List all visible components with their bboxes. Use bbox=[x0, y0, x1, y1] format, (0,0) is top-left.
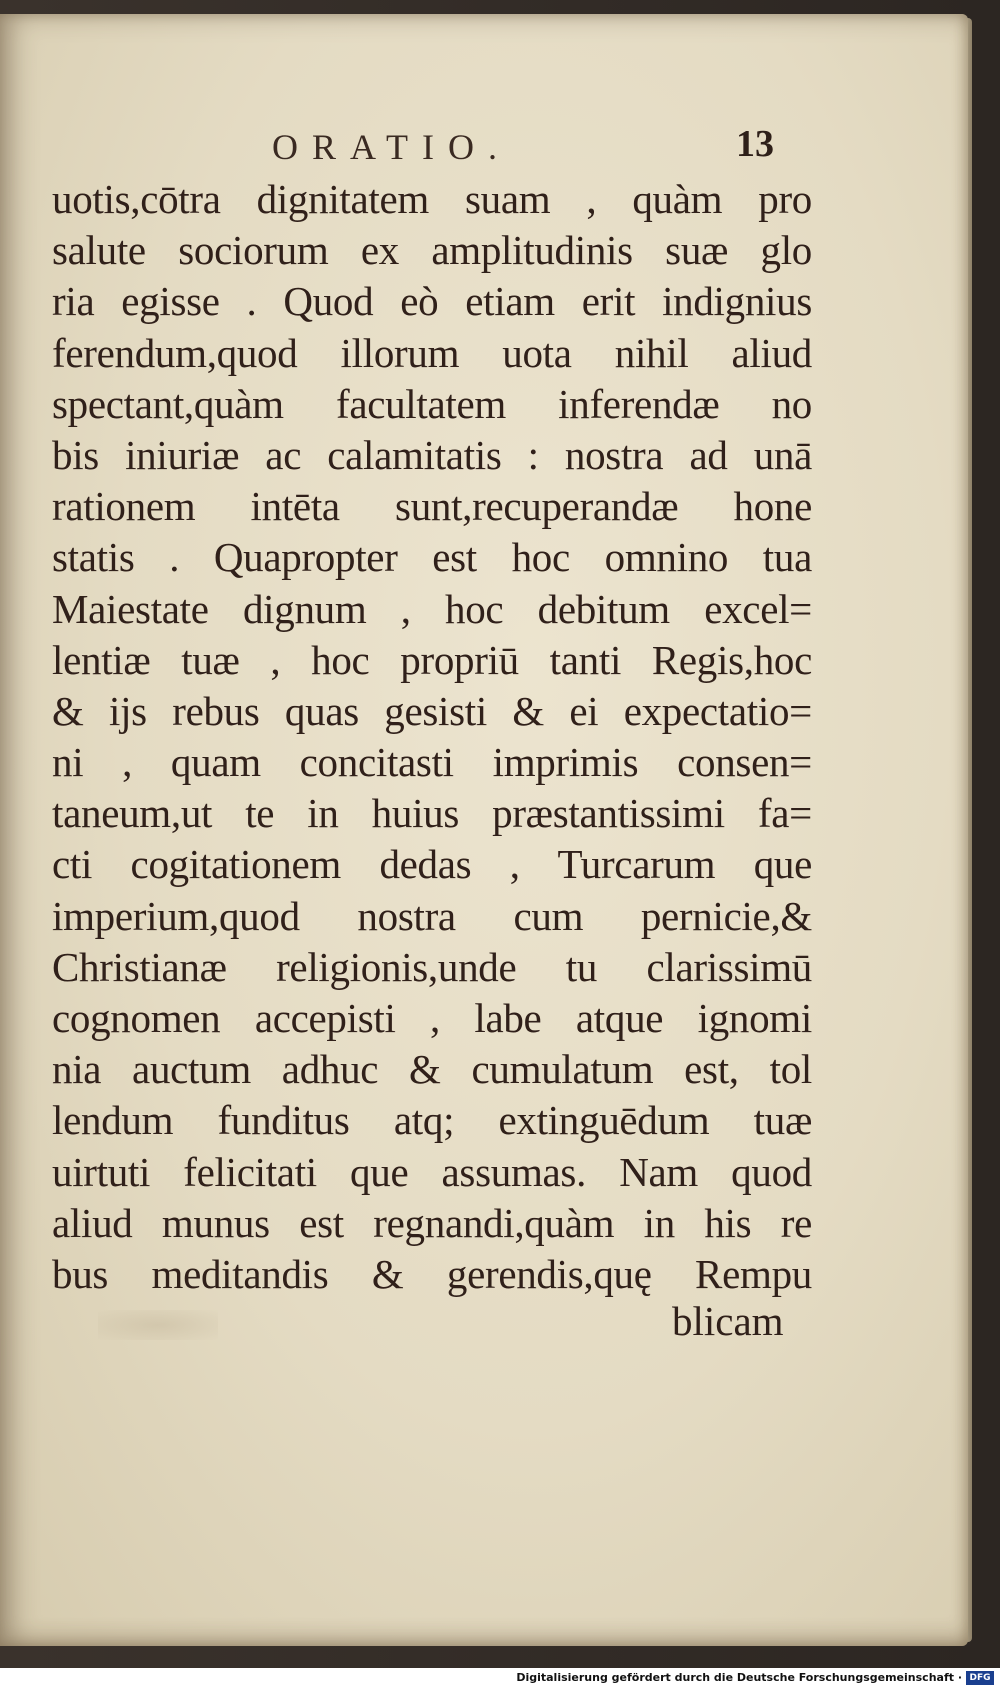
text-line: nia auctum adhuc & cumulatum est, tol bbox=[52, 1046, 812, 1093]
text-line: taneum,ut te in huius præstantissimi fa= bbox=[52, 790, 812, 837]
text-block bbox=[52, 174, 812, 1300]
text-line: cognomen accepisti , labe atque ignomi bbox=[52, 995, 812, 1041]
text-line: aliud munus est regnandi,quàm in his re bbox=[52, 1199, 812, 1246]
page-number: 13 bbox=[736, 123, 774, 165]
text-line: Maiestate dignum , hoc debitum excel= bbox=[52, 585, 812, 632]
text-line: rationem intēta sunt,recuperandæ hone bbox=[52, 483, 812, 530]
text-line: uotis,cōtra dignitatem suam , quàm pro bbox=[52, 176, 812, 222]
dfg-logo-icon: DFG bbox=[966, 1671, 994, 1685]
text-line: statis . Quapropter est hoc omnino tua bbox=[52, 534, 812, 581]
running-head bbox=[0, 122, 968, 182]
text-line: lendum funditus atq; extinguēdum tuæ bbox=[52, 1097, 812, 1144]
text-line: lentiæ tuæ , hoc propriū tanti Regis,hoc bbox=[52, 636, 812, 683]
book-page bbox=[0, 14, 968, 1646]
catchword: blicam bbox=[672, 1298, 784, 1344]
page-title: ORATIO. bbox=[272, 127, 511, 167]
text-line: & ijs rebus quas gesisti & ei expectatio= bbox=[52, 687, 812, 734]
text-line: bis iniuriæ ac calamitatis : nostra ad unā bbox=[52, 431, 812, 478]
text-line: bus meditandis & gerendis,quę Rempu bbox=[52, 1250, 812, 1297]
text-line: cti cogitationem dedas , Turcarum que bbox=[52, 841, 812, 888]
text-line: imperium,quod nostra cum pernicie,& bbox=[52, 892, 812, 939]
text-line: uirtuti felicitati que assumas. Nam quod bbox=[52, 1148, 812, 1195]
text-line: spectant,quàm facultatem inferendæ no bbox=[52, 380, 812, 427]
text-line: Christianæ religionis,unde tu clarissimū bbox=[52, 943, 812, 990]
text-line: ferendum,quod illorum uota nihil aliud bbox=[52, 329, 812, 376]
text-line: ni , quam concitasti imprimis consen= bbox=[52, 739, 812, 786]
text-line: salute sociorum ex amplitudinis suæ glo bbox=[52, 227, 812, 274]
bleed-through-mark bbox=[98, 1310, 218, 1340]
footer-bar bbox=[0, 1668, 1000, 1689]
text-line: ria egisse . Quod eò etiam erit indignius bbox=[52, 278, 812, 325]
footer-credit: Digitalisierung gefördert durch die Deutsche Forschungsgemeinschaft · bbox=[516, 1671, 962, 1684]
